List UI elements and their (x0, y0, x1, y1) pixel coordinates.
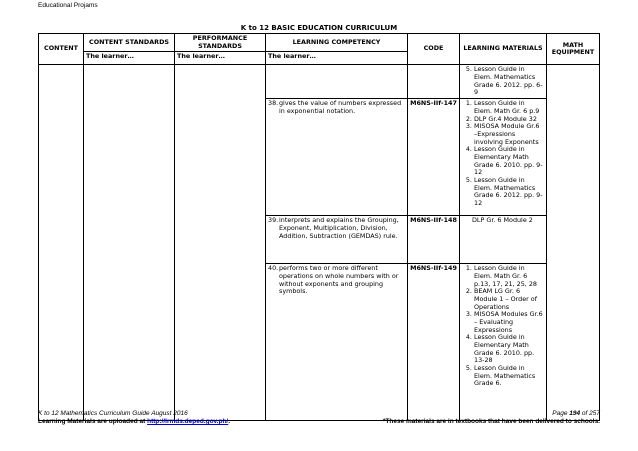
materials-cell (460, 65, 547, 99)
competency-cell (266, 65, 408, 99)
competency-cell (266, 216, 408, 264)
page-prefix: Page (552, 410, 570, 417)
material-item: 3. MISOSA Module Gr.6 –Expressions involving Exponents (474, 123, 544, 146)
content-cell (39, 65, 84, 421)
page-header: Educational Projams (38, 2, 98, 9)
material-item: 2. DLP Gr.4 Module 32 (474, 116, 544, 124)
page-number (383, 410, 600, 418)
textbook-note: *These materials are in textbooks that have been delivered to schools. (382, 418, 600, 426)
material-item: 5. Lesson Guide in Elem. Mathematics Grade 6. (474, 365, 544, 388)
lrmds-link[interactable]: http://lrmds.deped.gov.ph/ (147, 418, 229, 426)
uploaded-note (38, 418, 230, 426)
page-total: of 257 (580, 410, 600, 417)
math-equipment-cell (547, 65, 600, 421)
learner-label: The learner… (266, 52, 408, 65)
page-current: 194 (569, 410, 581, 417)
learner-label: The learner… (84, 52, 175, 65)
header-row (39, 34, 600, 52)
materials-list (462, 265, 544, 388)
materials-cell: DLP Gr. 6 Module 2 (460, 216, 547, 264)
col-header-content: CONTENT (39, 34, 84, 65)
document-title: K to 12 BASIC EDUCATION CURRICULUM (240, 24, 398, 32)
material-item: 5. Lesson Guide in Elem. Mathematics Grade 6. 2012. pp. 9-12 (474, 177, 544, 208)
material-item: 3. MISOSA Modules Gr.6 – Evaluating Expressions (474, 311, 544, 334)
col-header-learning-competency: LEARNING COMPETENCY (266, 34, 408, 52)
col-header-math-equipment: MATH EQUIPMENT (547, 34, 600, 65)
col-header-code: CODE (408, 34, 460, 65)
table-row (39, 65, 600, 99)
material-item: 1. Lesson Guide in Elem. Math Gr. 6 p.13, 17, 21, 25, 28 (474, 265, 544, 288)
materials-list (462, 66, 544, 97)
performance-standards-cell (175, 65, 266, 421)
competency-text: interprets and explains the Grouping, Exponent, Multiplication, Division, Addition, Subtraction (GEMDAS) rule. (279, 216, 399, 240)
competency-cell (266, 264, 408, 421)
material-item: 4. Lesson Guide in Elementary Math Grade 6. 2010. pp. 9-12 (474, 146, 544, 177)
col-header-learning-materials: LEARNING MATERIALS (460, 34, 547, 65)
code-cell: M6NS-IIf-149 (408, 264, 460, 421)
material-item: 1. Lesson Guide in Elem. Math Gr. 6 p.9 (474, 100, 544, 115)
footer-right (383, 410, 600, 426)
materials-cell (460, 99, 547, 216)
footer-left (38, 410, 230, 426)
code-cell: M6NS-IIf-147 (408, 99, 460, 216)
col-header-content-standards: CONTENT STANDARDS (84, 34, 175, 52)
material-item: 4. Lesson Guide in Elementary Math Grade 6. 2010. pp. 13-28 (474, 334, 544, 365)
competency-number: 40. (268, 264, 279, 273)
learner-label: The learner… (175, 52, 266, 65)
competency-number: 38. (268, 99, 279, 108)
competency-number: 39. (268, 216, 279, 225)
materials-list (462, 100, 544, 208)
curriculum-guide-label: K to 12 Mathematics Curriculum Guide August 2016 (38, 410, 188, 417)
uploaded-suffix: . (228, 418, 231, 426)
uploaded-prefix: Learning Materials are uploaded at (38, 418, 148, 426)
competency-text: gives the value of numbers expressed in exponential notation. (279, 99, 402, 115)
curriculum-table (38, 33, 600, 421)
material-item: 2. BEAM LG Gr. 6 Module 1 – Order of Operations (474, 288, 544, 311)
col-header-performance-standards: PERFORMANCE STANDARDS (175, 34, 266, 52)
competency-text: performs two or more different operations on whole numbers with or without exponents and grouping symbols. (279, 264, 399, 296)
content-standards-cell (84, 65, 175, 421)
materials-cell (460, 264, 547, 421)
material-item: 5. Lesson Guide in Elem. Mathematics Grade 6. 2012. pp. 6-9 (474, 66, 544, 97)
code-cell (408, 65, 460, 99)
code-cell: M6NS-IIf-148 (408, 216, 460, 264)
competency-cell (266, 99, 408, 216)
